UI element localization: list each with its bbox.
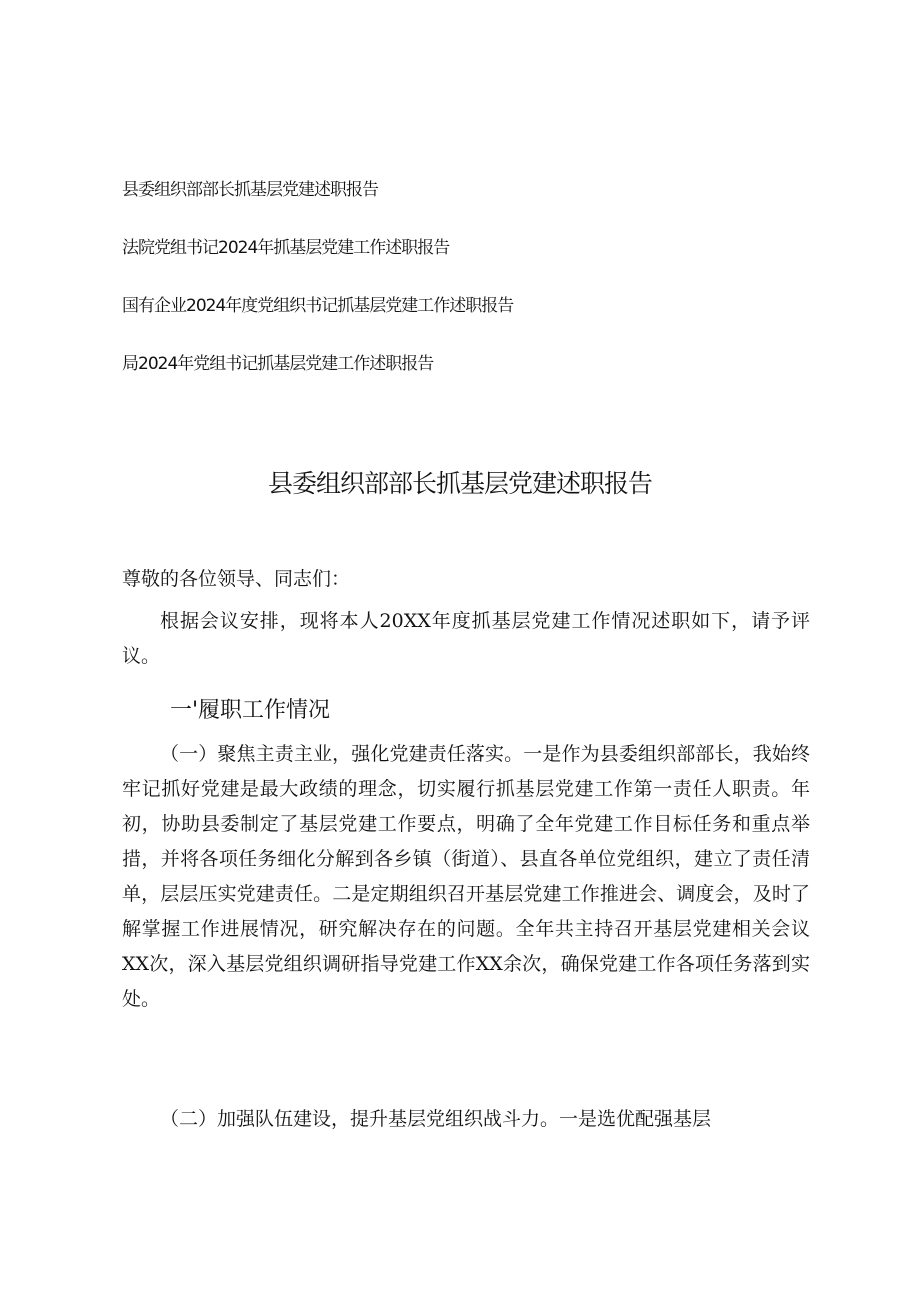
toc-item[interactable]: 局2024年党组书记抓基层党建工作述职报告 [122, 354, 434, 374]
toc-item[interactable]: 国有企业2024年度党组织书记抓基层党建工作述职报告 [122, 296, 514, 316]
body-paragraph: （二）加强队伍建设，提升基层党组织战斗力。一是选优配强基层 [160, 1108, 712, 1130]
toc-item[interactable]: 法院党组书记2024年抓基层党建工作述职报告 [122, 238, 450, 258]
section-heading: 一'履职工作情况 [170, 698, 331, 723]
body-paragraph: （一）聚焦主责主业，强化党建责任落实。一是作为县委组织部部长，我始终牢记抓好党建是最大政绩的理念，切实履行抓基层党建工作第一责任人职责。年初，协助县委制定了基层党建工作要点，明确了全年党建工作目标任务和重点举措，并将各项任务细化分解到各乡镇（街道）、县直各单位党组织，建立了责任清单，层层压实党建责任。二是定期组织召开基层党建工作推进会、调度会，及时了解掌握工作进展情况，研究解决存在的问题。全年共主持召开基层党建相关会议XX次，深入基层党组织调研指导党建工作XX余次，确保党建工作各项任务落到实处。 [122, 743, 810, 1010]
toc-item[interactable]: 县委组织部部长抓基层党建述职报告 [122, 180, 378, 200]
intro-paragraph: 根据会议安排，现将本人20XX年度抓基层党建工作情况述职如下，请予评议。 [122, 610, 810, 667]
salutation: 尊敬的各位领导、同志们： [122, 568, 351, 590]
table-of-contents [122, 178, 822, 410]
document-title: 县委组织部部长抓基层党建述职报告 [267, 469, 652, 498]
